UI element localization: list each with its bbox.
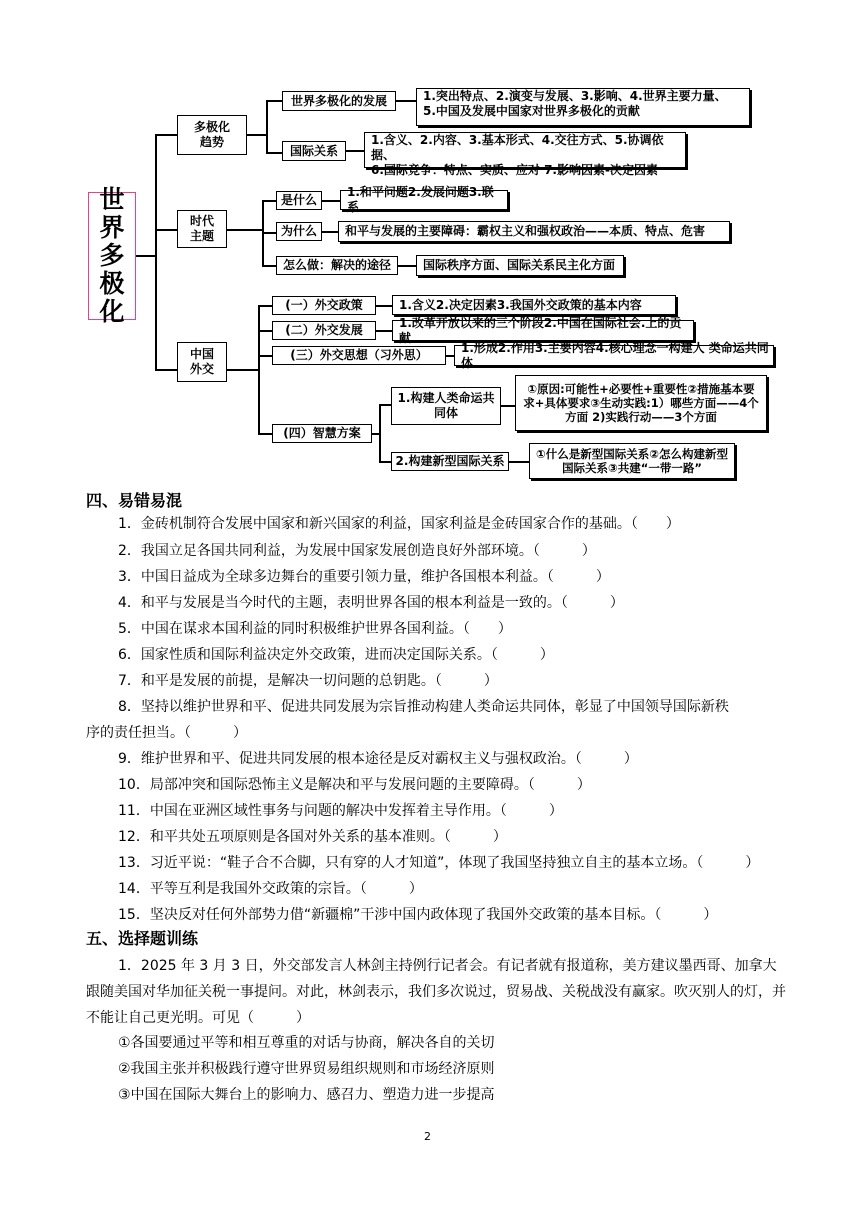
node-wisdom-solution: [272, 424, 372, 443]
connector-line: [376, 330, 392, 332]
connector-line: [258, 305, 260, 434]
detail-line: 1.改革开放以来的三个阶段2.中国在国际社会.上的贡献: [399, 315, 682, 345]
true-false-item: 10．局部冲突和国际恐怖主义是解决和平与发展问题的主要障碍。（ ）: [118, 777, 591, 793]
connector-line: [322, 200, 340, 202]
connector-line: [258, 330, 272, 332]
detail-line: 5.中国及发展中国家对世界多极化的贡献: [423, 104, 640, 118]
mind-map: [0, 0, 860, 485]
branch-era-theme: [177, 210, 227, 248]
true-false-item: 4．和平与发展是当今时代的主题，表明世界各国的根本利益是一致的。（ ）: [118, 595, 624, 611]
choice-question-stem: 1．2025 年 3 月 3 日，外交部发言人林剑主持例行记者会。有记者就有报道称，美方建议墨西哥、加拿大跟随美国对华加征关税一事提问。对此，林剑表示，我们多次说过，贸易战、关税战没有赢家。吹灭别人的灯，并不能让自己更光明。可见（ ）: [86, 958, 786, 1026]
connector-line: [509, 461, 529, 463]
connector-line: [396, 100, 416, 102]
node-label: 世界多极化的发展: [290, 93, 387, 108]
connector-line: [262, 265, 276, 267]
branch-label: 多极化趋势: [193, 120, 230, 149]
true-false-item: 5．中国在谋求本国利益的同时积极维护世界各国利益。（ ）: [118, 621, 512, 637]
detail-what: [340, 185, 508, 214]
node-what: [276, 191, 322, 210]
connector-line: [376, 305, 392, 307]
node-diplomatic-development: [272, 321, 376, 340]
node-label: 国际关系: [289, 143, 338, 158]
true-false-item-continued: 序的责任担当。（ ）: [86, 725, 247, 741]
connector-line: [398, 265, 416, 267]
detail-line: 1.突出特点、2.演变与发展、3.影响、4.世界主要力量、: [423, 89, 727, 103]
connector-line: [247, 134, 267, 136]
detail-line: 1.和平问题2.发展问题3.联系: [347, 185, 494, 214]
node-label: (四）智慧方案: [283, 426, 361, 440]
connector-line: [322, 231, 338, 233]
true-false-item: 7．和平是发展的前提，是解决一切问题的总钥匙。（ ）: [118, 673, 498, 689]
connector-line: [155, 134, 157, 370]
node-community-shared-future: [391, 387, 501, 425]
true-false-item: 12．和平共处五项原则是各国对外关系的基本准则。（ ）: [118, 829, 507, 845]
node-how: [276, 256, 398, 275]
detail-line: 国际秩序方面、国际关系民主化方面: [423, 258, 616, 272]
branch-china-diplomacy: [177, 342, 227, 382]
connector-line: [262, 232, 276, 234]
true-false-item: 11．中国在亚洲区域性事务与问题的解决中发挥着主导作用。（ ）: [118, 803, 563, 819]
connector-line: [446, 355, 454, 357]
node-label: 为什么: [280, 224, 317, 238]
connector-line: [346, 150, 364, 152]
true-false-item: 6．国家性质和国际利益决定外交政策，进而决定国际关系。（ ）: [118, 647, 554, 663]
connector-line: [258, 433, 272, 435]
true-false-item: 1．金砖机制符合发展中国家和新兴国家的利益，国家利益是金砖国家合作的基础。（ ）: [118, 516, 680, 532]
connector-line: [501, 405, 515, 407]
connector-line: [155, 229, 177, 231]
section-heading-multiple-choice: 五、选择题训练: [86, 929, 199, 948]
connector-line: [379, 404, 381, 462]
node-label: 1.构建人类命运共同体: [397, 391, 495, 420]
detail-new-international-relations: [529, 443, 735, 479]
node-label: 是什么: [280, 193, 317, 207]
detail-why: [338, 221, 730, 242]
choice-option: ③中国在国际大舞台上的影响力、感召力、塑造力进一步提高: [118, 1087, 495, 1103]
true-false-item: 8．坚持以维护世界和平、促进共同发展为宗旨推动构建人类命运共同体，彰显了中国领导国际新秩: [118, 699, 729, 715]
true-false-item: 15．坚决反对任何外部势力借“新疆棉”干涉中国内政体现了我国外交政策的基本目标。（ ）: [118, 907, 718, 923]
node-international-relations: [282, 141, 346, 161]
node-label: (三）外交思想（习外思）: [290, 348, 428, 362]
branch-multipolar-trend: [177, 115, 247, 155]
true-false-item: 13．习近平说：“鞋子合不合脚，只有穿的人才知道”，体现了我国坚持独立自主的基本立场。（ ）: [118, 855, 760, 871]
node-diplomatic-thought: [272, 346, 446, 365]
node-multipolar-development: [282, 91, 396, 111]
choice-option: ②我国主张并积极践行遵守世界贸易组织规则和市场经济原则: [118, 1061, 495, 1077]
connector-line: [379, 461, 391, 463]
detail-diplomatic-development: [392, 315, 694, 345]
true-false-item: 9．维护世界和平、促进共同发展的根本途径是反对霸权主义与强权政治。（ ）: [118, 751, 638, 767]
connector-line: [266, 152, 282, 154]
root-label: 世界多极化: [99, 185, 125, 326]
node-label: 怎么做：解决的途径: [282, 258, 391, 272]
connector-line: [262, 200, 276, 202]
detail-line: ①什么是新型国际关系②怎么构建新型国际关系③共建“一带一路”: [536, 447, 728, 475]
detail-community-shared-future: [515, 375, 767, 431]
detail-diplomatic-thought: [454, 340, 774, 370]
node-new-international-relations: [391, 452, 509, 471]
section-heading-common-mistakes: 四、易错易混: [86, 491, 183, 510]
node-label: (一）外交政策: [285, 298, 363, 312]
connector-line: [136, 255, 156, 257]
connector-line: [266, 100, 268, 153]
branch-label: 中国外交: [189, 347, 214, 376]
connector-line: [258, 355, 272, 357]
mind-map-root: [88, 185, 136, 326]
detail-how: [416, 255, 624, 276]
choice-option: ①各国要通过平等和相互尊重的对话与协商，解决各自的关切: [118, 1035, 495, 1051]
connector-line: [155, 134, 177, 136]
true-false-item: 2．我国立足各国共同利益，为发展中国家发展创造良好外部环境。（ ）: [118, 543, 596, 559]
connector-line: [227, 229, 263, 231]
detail-line: 6.国际竞争：特点、实质、应对 7.影响因素-决定因素: [371, 163, 658, 177]
page-number: 2: [424, 1130, 431, 1143]
detail-foreign-policy: [392, 295, 676, 315]
connector-line: [155, 369, 177, 371]
detail-line: 和平与发展的主要障碍：霸权主义和强权政治——本质、特点、危害: [345, 224, 706, 238]
detail-line: ①原因:可能性+必要性+重要性②措施基本要求+具体要求③生动实践:1）哪些方面——4个方面 2)实践行动——3个方面: [523, 382, 759, 424]
branch-label: 时代主题: [189, 214, 214, 243]
detail-line: 1.形成2.作用3.主要内容4.核心理念一构建人 类命运共同体: [461, 340, 769, 370]
connector-line: [227, 369, 259, 371]
detail-line: 1.含义、2.内容、3.基本形式、4.交往方式、5.协调依据、: [371, 133, 664, 162]
connector-line: [379, 404, 391, 406]
connector-line: [266, 100, 282, 102]
detail-multipolar-development: [416, 88, 750, 126]
true-false-item: 3．中国日益成为全球多边舞台的重要引领力量，维护各国根本利益。（ ）: [118, 569, 610, 585]
node-label: (二）外交发展: [285, 323, 363, 337]
connector-line: [258, 305, 272, 307]
detail-line: 1.含义2.决定因素3.我国外交政策的基本内容: [399, 297, 642, 312]
detail-international-relations: [364, 132, 686, 177]
true-false-item: 14．平等互利是我国外交政策的宗旨。（ ）: [118, 881, 423, 897]
node-label: 2.构建新型国际关系: [395, 454, 505, 468]
node-why: [276, 222, 322, 241]
node-foreign-policy: [272, 296, 376, 315]
